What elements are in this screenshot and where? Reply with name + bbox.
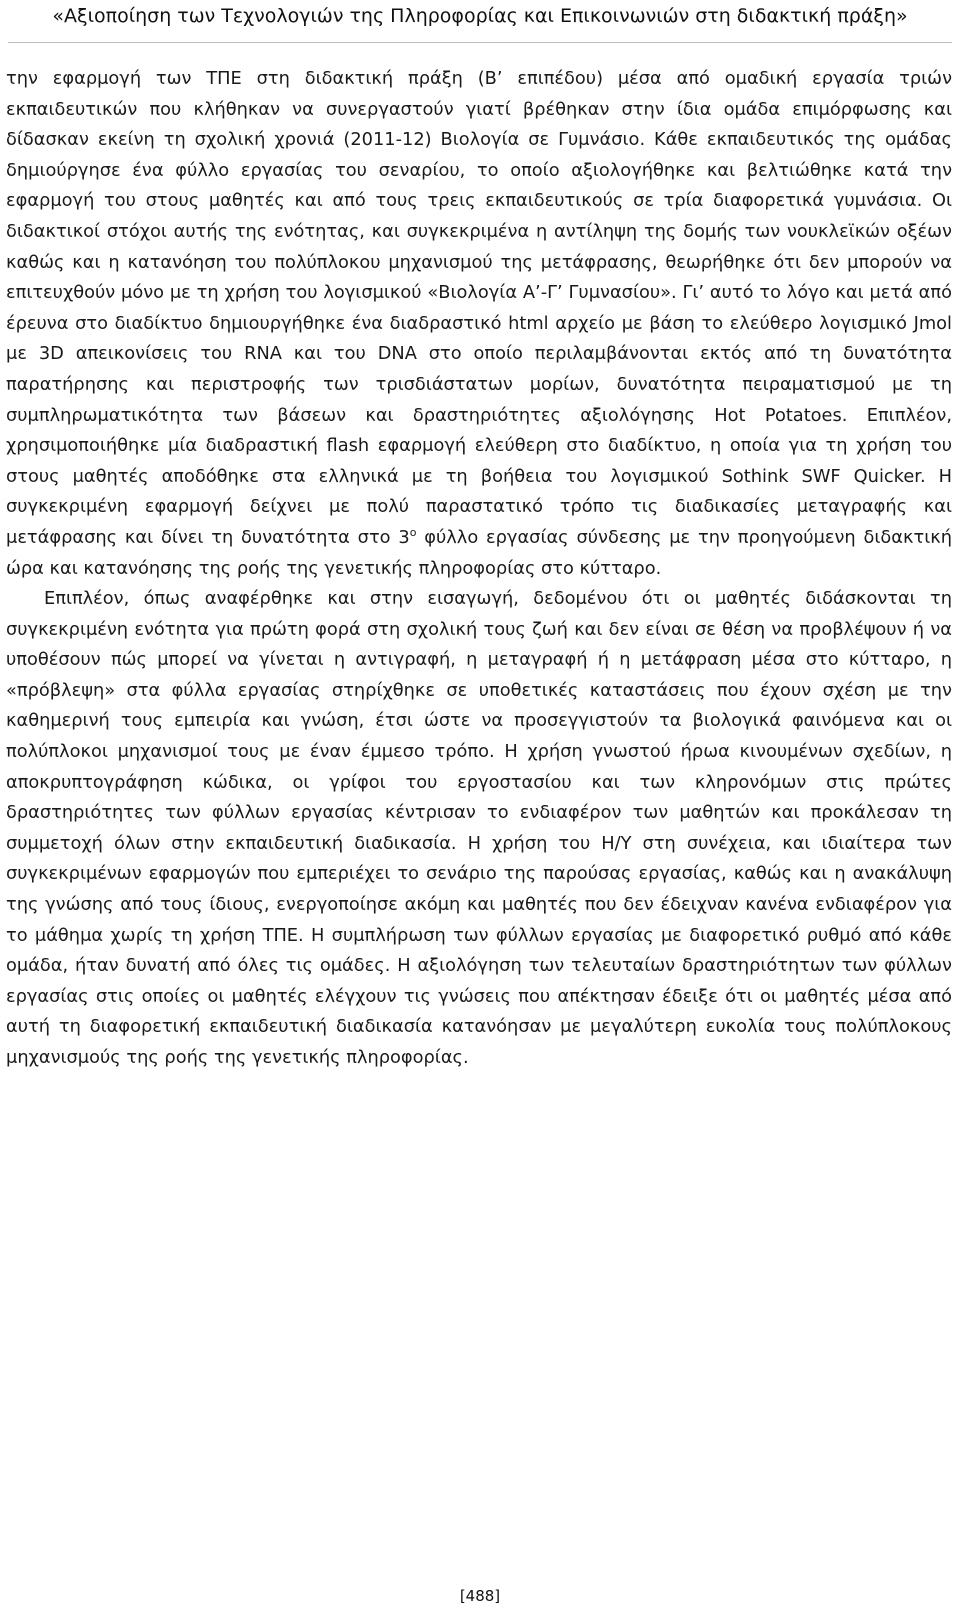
page-number: [488] xyxy=(459,1587,501,1605)
paragraph-1-text-end: φύλλο εργασίας σύνδεσης με την προηγούμενη διδακτική ώρα και κατανόησης της ροής της γενετικής πληροφορίας στο κύτταρο. xyxy=(6,526,952,579)
header-divider xyxy=(8,42,952,43)
document-body xyxy=(6,64,952,1074)
paragraph-1 xyxy=(6,64,952,584)
paragraph-2: Επιπλέον, όπως αναφέρθηκε και στην εισαγωγή, δεδομένου ότι οι μαθητές διδάσκονται τη συγκεκριμένη ενότητα για πρώτη φορά στη σχολική τους ζωή και δεν είναι σε θέση να προβλέψουν ή να υποθέσουν πώς μπορεί να γίνεται η αντιγραφή, η μεταγραφή ή η μετάφραση μέσα στο κύτταρο, η «πρόβλεψη» στα φύλλα εργασίας στηρίχθηκε σε υποθετικές καταστάσεις που έχουν σχέση με την καθημερινή τους εμπειρία και γνώση, έτσι ώστε να προσεγγιστούν τα βιολογικά φαινόμενα και οι πολύπλοκοι μηχανισμοί τους με έναν έμμεσο τρόπο. Η χρήση γνωστού ήρωα κινουμένων σχεδίων, η αποκρυπτογράφηση κώδικα, οι γρίφοι του εργοστασίου και των κληρονόμων στις πρώτες δραστηριότητες των φύλλων εργασίας κέντρισαν το ενδιαφέρον των μαθητών και προκάλεσαν τη συμμετοχή όλων στην εκπαιδευτική διαδικασία. Η χρήση του Η/Υ στη συνέχεια, και ιδιαίτερα των συγκεκριμένων εφαρμογών που εμπεριέχει το σενάριο της παρούσας εργασίας, καθώς και η ανακάλυψη της γνώσης από τους ίδιους, ενεργοποίησε ακόμη και μαθητές που δεν έδειχναν κανένα ενδιαφέρον για το μάθημα χωρίς τη χρήση ΤΠΕ. Η συμπλήρωση των φύλλων εργασίας με διαφορετικό ρυθμό από κάθε ομάδα, ήταν δυνατή από όλες τις ομάδες. Η αξιολόγηση των τελευταίων δραστηριότητων των φύλλων εργασίας στις οποίες οι μαθητές ελέγχουν τις γνώσεις που απέκτησαν έδειξε ότι οι μαθητές μέσα από αυτή τη διαφορετική εκπαιδευτική διαδικασία κατανόησαν με μεγαλύτερη ευκολία τους πολύπλοκους μηχανισμούς της ροής της γενετικής πληροφορίας. xyxy=(6,588,952,1068)
running-header: «Αξιοποίηση των Τεχνολογιών της Πληροφορίας και Επικοινωνιών στη διδακτική πράξη» xyxy=(52,5,908,27)
paragraph-1-text: την εφαρμογή των ΤΠΕ στη διδακτική πράξη (Β’ επιπέδου) μέσα από ομαδική εργασία τριών εκπαιδευτικών που κλήθηκαν να συνεργαστούν γιατί βρέθηκαν στην ίδια ομάδα επιμόρφωσης και δίδασκαν εκείνη τη σχολική χρονιά (2011-12) Βιολογία σε Γυμνάσιο. Κάθε εκπαιδευτικός της ομάδας δημιούργησε ένα φύλλο εργασίας του σεναρίου, το οποίο αξιολογήθηκε και βελτιώθηκε κατά την εφαρμογή του στους μαθητές και από τους τρεις εκπαιδευτικούς σε τρία διαφορετικά γυμνάσια. Οι διδακτικοί στόχοι αυτής της ενότητας, και συγκεκριμένα η αντίληψη της δομής των νουκλεϊκών οξέων καθώς και η κατανόηση του πολύπλοκου μηχανισμού της μετάφρασης, θεωρήθηκε ότι δεν μπορούν να επιτευχθούν μόνο με τη χρήση του λογισμικού «Βιολογία Α’-Γ’ Γυμνασίου». Γι’ αυτό το λόγο και μετά από έρευνα στο διαδίκτυο δημιουργήθηκε ένα διαδραστικό html αρχείο με βάση το ελεύθερο λογισμικό Jmol με 3D απεικονίσεις του RNA και του DNA στο οποίο περιλαμβάνονται εκτός από τη δυνατότητα παρατήρησης και περιστροφής των τρισδιάστατων μορίων, δυνατότητα πειραματισμού με τη συμπληρωματικότητα των βάσεων και δραστηριότητες αξιολόγησης Hot Potatoes. Επιπλέον, χρησιμοποιήθηκε μία διαδραστική flash εφαρμογή ελεύθερη στο διαδίκτυο, η οποία για τη χρήση του στους μαθητές αποδόθηκε στα ελληνικά με τη βοήθεια του λογισμικού Sothink SWF Quicker. Η συγκεκριμένη εφαρμογή δείχνει με πολύ παραστατικό τρόπο τις διαδικασίες μεταγραφής και μετάφρασης και δίνει τη δυνατότητα στο 3 xyxy=(6,68,952,548)
ordinal-superscript: ο xyxy=(409,525,417,539)
